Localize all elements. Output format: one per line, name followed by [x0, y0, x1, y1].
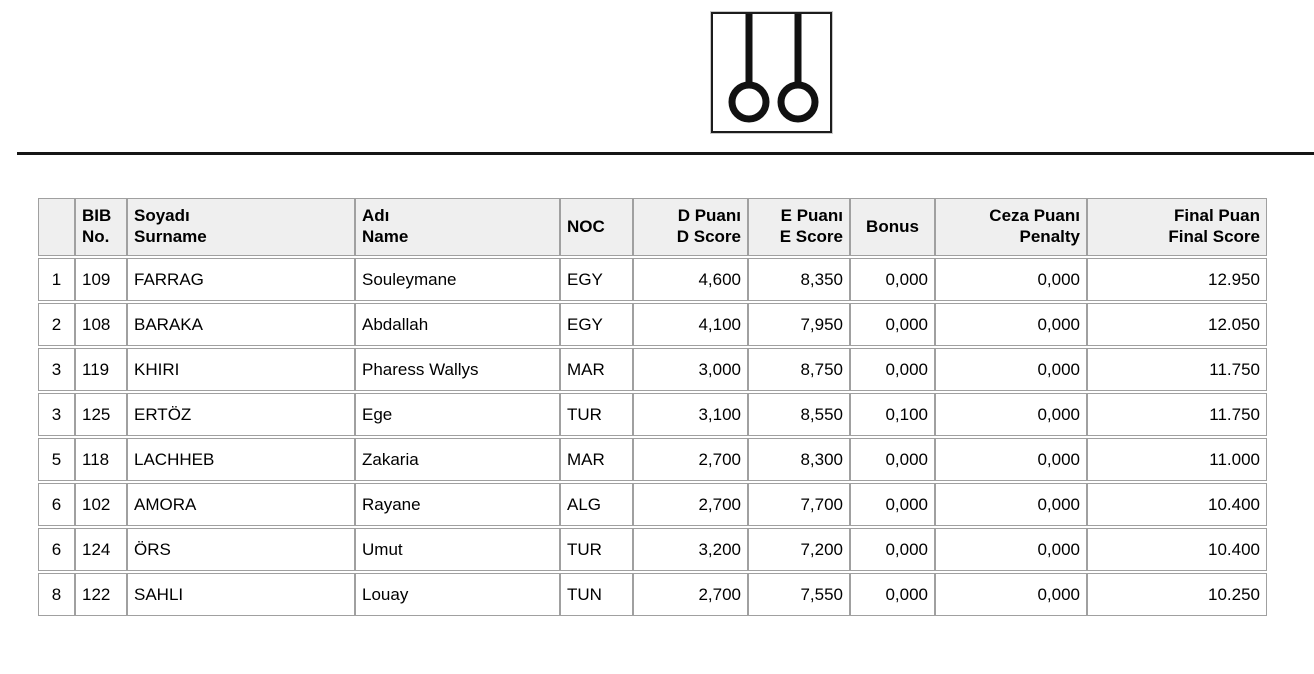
- name-cell: Zakaria: [355, 438, 560, 481]
- penalty-cell: 0,000: [935, 528, 1087, 571]
- penalty-cell: 0,000: [935, 483, 1087, 526]
- header-row: [38, 198, 1267, 256]
- surname-cell: SAHLI: [127, 573, 355, 616]
- bonus-cell: 0,000: [850, 528, 935, 571]
- surname-cell: BARAKA: [127, 303, 355, 346]
- d-score-cell: 3,000: [633, 348, 748, 391]
- name-cell: Abdallah: [355, 303, 560, 346]
- noc-cell: ALG: [560, 483, 633, 526]
- final-score-cell: 11.750: [1087, 348, 1267, 391]
- result-row: [38, 438, 1267, 481]
- surname-cell: KHIRI: [127, 348, 355, 391]
- bib-header: BIB No.: [75, 198, 127, 256]
- penalty-cell: 0,000: [935, 258, 1087, 301]
- bonus-cell: 0,100: [850, 393, 935, 436]
- noc-cell: TUR: [560, 393, 633, 436]
- name-cell: Umut: [355, 528, 560, 571]
- bonus-cell: 0,000: [850, 573, 935, 616]
- rank-cell: 3: [38, 348, 75, 391]
- final-score-cell: 11.750: [1087, 393, 1267, 436]
- rank-cell: 6: [38, 483, 75, 526]
- name-header: Adı Name: [355, 198, 560, 256]
- noc-header: NOC: [560, 198, 633, 256]
- d-score-cell: 2,700: [633, 573, 748, 616]
- penalty-cell: 0,000: [935, 393, 1087, 436]
- bib-cell: 119: [75, 348, 127, 391]
- bib-cell: 122: [75, 573, 127, 616]
- bonus-cell: 0,000: [850, 483, 935, 526]
- result-row: [38, 303, 1267, 346]
- noc-cell: TUN: [560, 573, 633, 616]
- d-score-header: D Puanı D Score: [633, 198, 748, 256]
- penalty-cell: 0,000: [935, 573, 1087, 616]
- penalty-cell: 0,000: [935, 438, 1087, 481]
- name-cell: Souleymane: [355, 258, 560, 301]
- rank-cell: 8: [38, 573, 75, 616]
- noc-cell: TUR: [560, 528, 633, 571]
- rank-cell: 1: [38, 258, 75, 301]
- rank-cell: 2: [38, 303, 75, 346]
- bib-cell: 102: [75, 483, 127, 526]
- rank-cell: 3: [38, 393, 75, 436]
- results-table: [38, 196, 1267, 618]
- d-score-cell: 3,100: [633, 393, 748, 436]
- bib-cell: 108: [75, 303, 127, 346]
- result-row: [38, 483, 1267, 526]
- surname-cell: LACHHEB: [127, 438, 355, 481]
- penalty-cell: 0,000: [935, 303, 1087, 346]
- surname-cell: ERTÖZ: [127, 393, 355, 436]
- bonus-cell: 0,000: [850, 258, 935, 301]
- final-score-cell: 12.050: [1087, 303, 1267, 346]
- result-row: [38, 258, 1267, 301]
- final-score-cell: 11.000: [1087, 438, 1267, 481]
- result-row: [38, 348, 1267, 391]
- bib-cell: 124: [75, 528, 127, 571]
- d-score-cell: 4,100: [633, 303, 748, 346]
- rank-cell: 5: [38, 438, 75, 481]
- d-score-cell: 3,200: [633, 528, 748, 571]
- result-row: [38, 528, 1267, 571]
- e-score-cell: 7,550: [748, 573, 850, 616]
- bonus-cell: 0,000: [850, 303, 935, 346]
- bib-cell: 125: [75, 393, 127, 436]
- final-score-header: Final Puan Final Score: [1087, 198, 1267, 256]
- result-row: [38, 393, 1267, 436]
- header-divider-rule: [17, 152, 1314, 155]
- bonus-header: Bonus: [850, 198, 935, 256]
- e-score-header: E Puanı E Score: [748, 198, 850, 256]
- noc-cell: MAR: [560, 348, 633, 391]
- d-score-cell: 2,700: [633, 438, 748, 481]
- name-cell: Ege: [355, 393, 560, 436]
- d-score-cell: 2,700: [633, 483, 748, 526]
- bonus-cell: 0,000: [850, 438, 935, 481]
- final-score-cell: 10.400: [1087, 483, 1267, 526]
- noc-cell: EGY: [560, 303, 633, 346]
- bib-cell: 118: [75, 438, 127, 481]
- penalty-cell: 0,000: [935, 348, 1087, 391]
- e-score-cell: 8,750: [748, 348, 850, 391]
- e-score-cell: 7,700: [748, 483, 850, 526]
- rank-header: [38, 198, 75, 256]
- d-score-cell: 4,600: [633, 258, 748, 301]
- e-score-cell: 7,950: [748, 303, 850, 346]
- e-score-cell: 8,300: [748, 438, 850, 481]
- final-score-cell: 12.950: [1087, 258, 1267, 301]
- surname-cell: AMORA: [127, 483, 355, 526]
- surname-cell: ÖRS: [127, 528, 355, 571]
- penalty-header: Ceza Puanı Penalty: [935, 198, 1087, 256]
- e-score-cell: 8,350: [748, 258, 850, 301]
- rings-apparatus-icon: [711, 12, 832, 133]
- noc-cell: EGY: [560, 258, 633, 301]
- name-cell: Louay: [355, 573, 560, 616]
- e-score-cell: 8,550: [748, 393, 850, 436]
- name-cell: Pharess Wallys: [355, 348, 560, 391]
- rings-icon: [713, 14, 830, 131]
- surname-header: Soyadı Surname: [127, 198, 355, 256]
- rank-cell: 6: [38, 528, 75, 571]
- final-score-cell: 10.250: [1087, 573, 1267, 616]
- surname-cell: FARRAG: [127, 258, 355, 301]
- noc-cell: MAR: [560, 438, 633, 481]
- bonus-cell: 0,000: [850, 348, 935, 391]
- name-cell: Rayane: [355, 483, 560, 526]
- result-row: [38, 573, 1267, 616]
- e-score-cell: 7,200: [748, 528, 850, 571]
- final-score-cell: 10.400: [1087, 528, 1267, 571]
- bib-cell: 109: [75, 258, 127, 301]
